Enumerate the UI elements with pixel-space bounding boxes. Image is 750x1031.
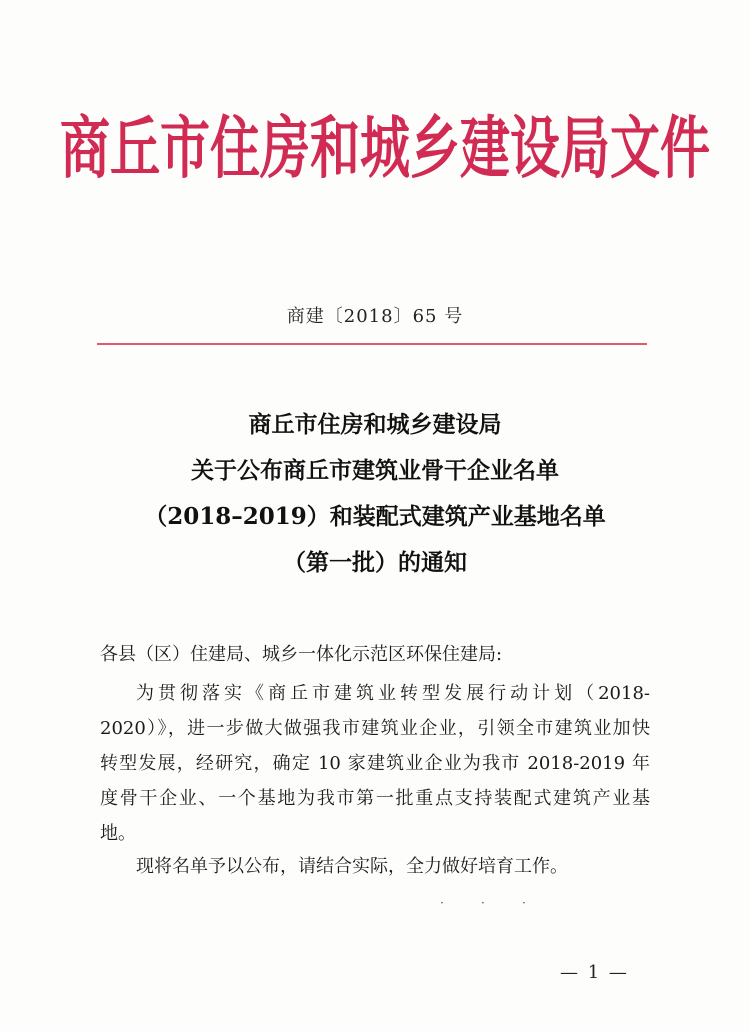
paragraph-line-3: 转型发展，经研究，确定 10 家建筑业企业为我市 2018-2019 年: [100, 753, 650, 774]
issuer-masthead: 商丘市住房和城乡建设局文件: [60, 109, 710, 188]
document-number: 商建〔2018〕65 号: [286, 306, 464, 327]
document-title: [60, 402, 690, 586]
paragraph-line-1: 为贯彻落实《商丘市建筑业转型发展行动计划（2018-: [136, 683, 650, 704]
title-line-3: （2018–2019）和装配式建筑产业基地名单: [144, 503, 606, 530]
paragraph-line-2: 2020）》，进一步做大做强我市建筑业企业，引领全市建筑业加快: [100, 718, 650, 739]
title-line-2: 关于公布商丘市建筑业骨干企业名单: [191, 457, 559, 484]
body-paragraph: [100, 676, 650, 851]
page-number: — 1 —: [560, 962, 629, 983]
paragraph-line-4: 度骨干企业、一个基地为我市第一批重点支持装配式建筑产业基: [100, 788, 650, 809]
salutation: 各县（区）住建局、城乡一体化示范区环保住建局:: [100, 644, 503, 665]
title-line-1: 商丘市住房和城乡建设局: [248, 411, 502, 438]
scan-specks: · · ·: [440, 896, 544, 910]
red-separator-rule: [97, 343, 647, 345]
title-line-4: （第一批）的通知: [283, 549, 467, 576]
announcement-sentence: 现将名单予以公布，请结合实际，全力做好培育工作。: [136, 856, 568, 877]
paragraph-line-5: 地。: [100, 823, 136, 844]
